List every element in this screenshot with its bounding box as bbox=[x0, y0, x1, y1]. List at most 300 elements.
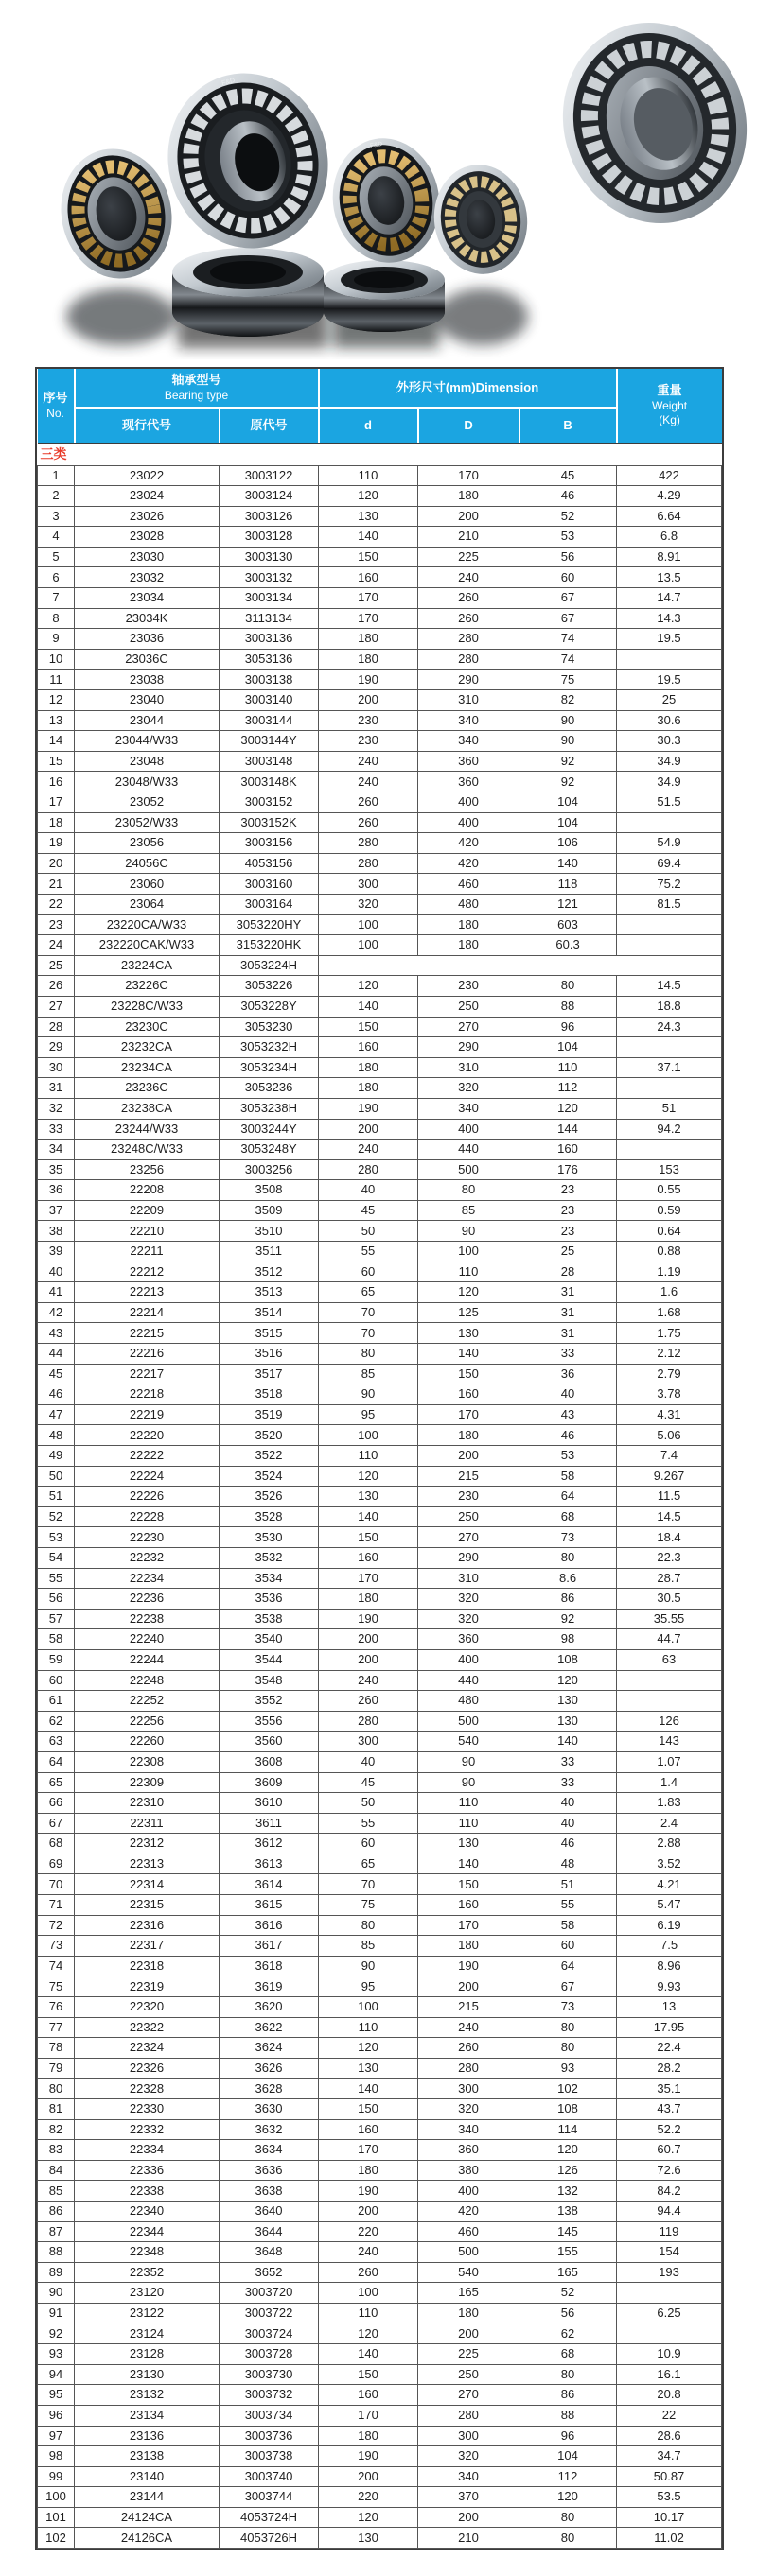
cell-original-code: 4053726H bbox=[220, 2528, 319, 2549]
cell-weight: 9.267 bbox=[617, 1466, 722, 1487]
cell-no: 86 bbox=[38, 2201, 75, 2221]
cell-original-code: 3003730 bbox=[220, 2364, 319, 2385]
cell-current-code: 23022 bbox=[75, 465, 220, 486]
cell-no: 64 bbox=[38, 1751, 75, 1772]
cell-current-code: 23138 bbox=[75, 2446, 220, 2467]
cell-d: 140 bbox=[319, 1506, 418, 1527]
cell-D: 180 bbox=[418, 486, 519, 507]
cell-B: 75 bbox=[519, 670, 617, 690]
cell-original-code: 3526 bbox=[220, 1487, 319, 1507]
cell-no: 11 bbox=[38, 670, 75, 690]
bearing-stack-left bbox=[172, 248, 324, 337]
cell-D: 440 bbox=[418, 1670, 519, 1691]
cell-original-code: 3053238H bbox=[220, 1098, 319, 1119]
cell-no: 10 bbox=[38, 649, 75, 670]
cell-no: 101 bbox=[38, 2507, 75, 2528]
table-row bbox=[38, 751, 722, 772]
cell-weight bbox=[617, 1078, 722, 1099]
col-header-bearing-type: 轴承型号 Bearing type bbox=[75, 369, 319, 408]
cell-weight: 126 bbox=[617, 1711, 722, 1732]
cell-current-code: 22332 bbox=[75, 2119, 220, 2140]
cell-d: 180 bbox=[319, 2426, 418, 2446]
table-row bbox=[38, 2528, 722, 2549]
cell-no: 39 bbox=[38, 1242, 75, 1262]
cell-d: 100 bbox=[319, 2283, 418, 2304]
cell-B: 56 bbox=[519, 547, 617, 567]
cell-D: 320 bbox=[418, 2099, 519, 2120]
cell-current-code: 23124 bbox=[75, 2324, 220, 2344]
cell-no: 100 bbox=[38, 2487, 75, 2508]
cell-D: 110 bbox=[418, 1262, 519, 1282]
cell-B: 120 bbox=[519, 2140, 617, 2161]
table-row bbox=[38, 1425, 722, 1446]
cell-no: 6 bbox=[38, 567, 75, 588]
cell-D: 200 bbox=[418, 1446, 519, 1467]
cell-original-code: 3628 bbox=[220, 2079, 319, 2099]
cell-D: 180 bbox=[418, 914, 519, 935]
cell-current-code: 22252 bbox=[75, 1691, 220, 1712]
cell-original-code: 3618 bbox=[220, 1956, 319, 1976]
cell-B: 40 bbox=[519, 1384, 617, 1405]
cell-current-code: 22211 bbox=[75, 1242, 220, 1262]
cell-B: 56 bbox=[519, 2303, 617, 2324]
cell-D: 130 bbox=[418, 1323, 519, 1344]
table-row bbox=[38, 914, 722, 935]
table-row bbox=[38, 1568, 722, 1589]
cell-weight: 94.4 bbox=[617, 2201, 722, 2221]
cell-original-code: 3560 bbox=[220, 1732, 319, 1752]
cell-D: 380 bbox=[418, 2160, 519, 2181]
cell-B: 106 bbox=[519, 833, 617, 854]
cell-d: 280 bbox=[319, 1711, 418, 1732]
cell-original-code: 3512 bbox=[220, 1262, 319, 1282]
cell-D: 400 bbox=[418, 1649, 519, 1670]
cell-weight: 1.19 bbox=[617, 1262, 722, 1282]
cell-original-code: 3616 bbox=[220, 1915, 319, 1936]
table-row bbox=[38, 1874, 722, 1895]
table-row bbox=[38, 1834, 722, 1854]
cell-weight: 37.1 bbox=[617, 1057, 722, 1078]
cell-original-code: 3544 bbox=[220, 1649, 319, 1670]
table-row bbox=[38, 1221, 722, 1242]
cell-B: 73 bbox=[519, 1997, 617, 2018]
cell-weight: 6.64 bbox=[617, 506, 722, 527]
cell-B: 92 bbox=[519, 772, 617, 792]
table-row bbox=[38, 2058, 722, 2079]
cell-weight bbox=[617, 2283, 722, 2304]
cell-d: 65 bbox=[319, 1282, 418, 1303]
table-row bbox=[38, 1180, 722, 1201]
cell-B: 40 bbox=[519, 1813, 617, 1834]
cell-current-code: 23224CA bbox=[75, 955, 220, 976]
cell-d: 150 bbox=[319, 2099, 418, 2120]
table-row bbox=[38, 1017, 722, 1037]
cell-D: 310 bbox=[418, 1057, 519, 1078]
table-row bbox=[38, 1711, 722, 1732]
cell-d: 260 bbox=[319, 812, 418, 833]
cell-weight: 34.9 bbox=[617, 772, 722, 792]
cell-B: 64 bbox=[519, 1956, 617, 1976]
cell-D: 200 bbox=[418, 506, 519, 527]
cell-current-code: 23220CA/W33 bbox=[75, 914, 220, 935]
cell-d: 240 bbox=[319, 751, 418, 772]
table-row bbox=[38, 465, 722, 486]
cell-current-code: 22326 bbox=[75, 2058, 220, 2079]
cell-current-code: 22238 bbox=[75, 1609, 220, 1629]
cell-current-code: 22214 bbox=[75, 1302, 220, 1323]
table-row bbox=[38, 1057, 722, 1078]
cell-D: 280 bbox=[418, 2405, 519, 2426]
cell-d: 240 bbox=[319, 2242, 418, 2263]
cell-no: 3 bbox=[38, 506, 75, 527]
cell-B: 58 bbox=[519, 1466, 617, 1487]
table-row bbox=[38, 1895, 722, 1916]
cell-B: 74 bbox=[519, 649, 617, 670]
cell-d: 130 bbox=[319, 2058, 418, 2079]
cell-weight bbox=[617, 649, 722, 670]
cell-no: 66 bbox=[38, 1793, 75, 1814]
cell-current-code: 23144 bbox=[75, 2487, 220, 2508]
cell-B: 52 bbox=[519, 2283, 617, 2304]
cell-weight: 51 bbox=[617, 1098, 722, 1119]
cell-d: 45 bbox=[319, 1772, 418, 1793]
table-row bbox=[38, 1242, 722, 1262]
cell-d: 180 bbox=[319, 1589, 418, 1610]
cell-current-code: 23028 bbox=[75, 527, 220, 548]
cell-weight: 0.59 bbox=[617, 1200, 722, 1221]
cell-no: 71 bbox=[38, 1895, 75, 1916]
table-row bbox=[38, 1527, 722, 1548]
table-row bbox=[38, 1302, 722, 1323]
cell-D: 360 bbox=[418, 1629, 519, 1650]
cell-B: 28 bbox=[519, 1262, 617, 1282]
cell-B: 120 bbox=[519, 2487, 617, 2508]
cell-original-code: 3053224H bbox=[220, 955, 319, 976]
cell-current-code: 22256 bbox=[75, 1711, 220, 1732]
cell-original-code: 3003744 bbox=[220, 2487, 319, 2508]
cell-weight: 2.12 bbox=[617, 1344, 722, 1365]
cell-no: 38 bbox=[38, 1221, 75, 1242]
cell-D: 340 bbox=[418, 731, 519, 752]
cell-current-code: 22244 bbox=[75, 1649, 220, 1670]
cell-no: 98 bbox=[38, 2446, 75, 2467]
cell-current-code: 24124CA bbox=[75, 2507, 220, 2528]
cell-no: 46 bbox=[38, 1384, 75, 1405]
cell-d: 170 bbox=[319, 2140, 418, 2161]
cell-d: 140 bbox=[319, 2344, 418, 2365]
cell-D: 250 bbox=[418, 1506, 519, 1527]
cell-D: 500 bbox=[418, 1159, 519, 1180]
cell-original-code: 3003148 bbox=[220, 751, 319, 772]
cell-current-code: 22352 bbox=[75, 2262, 220, 2283]
cell-d: 160 bbox=[319, 1037, 418, 1058]
cell-weight bbox=[617, 1140, 722, 1160]
cell-original-code: 3003132 bbox=[220, 567, 319, 588]
cell-d: 85 bbox=[319, 1364, 418, 1384]
cell-original-code: 3610 bbox=[220, 1793, 319, 1814]
cell-no: 27 bbox=[38, 996, 75, 1017]
cell-D: 460 bbox=[418, 2221, 519, 2242]
cell-current-code: 23136 bbox=[75, 2426, 220, 2446]
table-row bbox=[38, 2160, 722, 2181]
table-row bbox=[38, 1384, 722, 1405]
cell-B: 86 bbox=[519, 1589, 617, 1610]
cell-weight: 43.7 bbox=[617, 2099, 722, 2120]
cell-B: 132 bbox=[519, 2181, 617, 2202]
cell-B: 104 bbox=[519, 792, 617, 813]
cell-original-code: 3003124 bbox=[220, 486, 319, 507]
cell-d: 95 bbox=[319, 1404, 418, 1425]
table-row bbox=[38, 486, 722, 507]
cell-current-code: 23120 bbox=[75, 2283, 220, 2304]
cell-B: 88 bbox=[519, 2405, 617, 2426]
cell-no: 67 bbox=[38, 1813, 75, 1834]
cell-no: 68 bbox=[38, 1834, 75, 1854]
cell-D: 250 bbox=[418, 996, 519, 1017]
cell-original-code: 4053156 bbox=[220, 853, 319, 874]
table-row bbox=[38, 1670, 722, 1691]
cell-D: 280 bbox=[418, 649, 519, 670]
cell-D: 340 bbox=[418, 2466, 519, 2487]
cell-d: 230 bbox=[319, 731, 418, 752]
cell-no: 14 bbox=[38, 731, 75, 752]
cell-B: 145 bbox=[519, 2221, 617, 2242]
cell-d: 120 bbox=[319, 2507, 418, 2528]
cell-D: 270 bbox=[418, 1527, 519, 1548]
table-row bbox=[38, 1751, 722, 1772]
cell-current-code: 22219 bbox=[75, 1404, 220, 1425]
cell-original-code: 3528 bbox=[220, 1506, 319, 1527]
cell-D: 480 bbox=[418, 894, 519, 914]
cell-no: 102 bbox=[38, 2528, 75, 2549]
cell-D: 400 bbox=[418, 812, 519, 833]
cell-current-code: 23048 bbox=[75, 751, 220, 772]
cell-no: 18 bbox=[38, 812, 75, 833]
cell-weight: 119 bbox=[617, 2221, 722, 2242]
cell-weight: 4.29 bbox=[617, 486, 722, 507]
cell-no: 75 bbox=[38, 1976, 75, 1997]
cell-B: 67 bbox=[519, 588, 617, 609]
cell-current-code: 22317 bbox=[75, 1936, 220, 1957]
cell-D: 80 bbox=[418, 1180, 519, 1201]
table-row bbox=[38, 731, 722, 752]
table-row bbox=[38, 2242, 722, 2263]
cell-weight: 24.3 bbox=[617, 1017, 722, 1037]
col-header-no: 序号 No. bbox=[38, 369, 75, 444]
cell-d: 50 bbox=[319, 1793, 418, 1814]
cell-D: 290 bbox=[418, 1037, 519, 1058]
cell-current-code: 22311 bbox=[75, 1813, 220, 1834]
table-row bbox=[38, 1078, 722, 1099]
cell-B: 104 bbox=[519, 1037, 617, 1058]
cell-D: 420 bbox=[418, 2201, 519, 2221]
table-row bbox=[38, 1446, 722, 1467]
table-row bbox=[38, 2017, 722, 2038]
cell-original-code: 3630 bbox=[220, 2099, 319, 2120]
cell-weight: 84.2 bbox=[617, 2181, 722, 2202]
cell-no: 54 bbox=[38, 1547, 75, 1568]
cell-D: 170 bbox=[418, 1404, 519, 1425]
cell-current-code: 22218 bbox=[75, 1384, 220, 1405]
table-row bbox=[38, 629, 722, 650]
cell-no: 8 bbox=[38, 608, 75, 629]
cell-no: 74 bbox=[38, 1956, 75, 1976]
cell-weight: 11.5 bbox=[617, 1487, 722, 1507]
cell-original-code: 3518 bbox=[220, 1384, 319, 1405]
cell-B: 62 bbox=[519, 2324, 617, 2344]
col-header-D: D bbox=[418, 408, 519, 444]
table-row bbox=[38, 996, 722, 1017]
cell-d: 55 bbox=[319, 1242, 418, 1262]
cell-D: 225 bbox=[418, 2344, 519, 2365]
cell-B: 51 bbox=[519, 1874, 617, 1895]
cell-B: 90 bbox=[519, 710, 617, 731]
cell-no: 89 bbox=[38, 2262, 75, 2283]
cell-original-code: 3053226 bbox=[220, 976, 319, 997]
cell-weight: 6.8 bbox=[617, 527, 722, 548]
cell-B: 130 bbox=[519, 1691, 617, 1712]
cell-B: 46 bbox=[519, 486, 617, 507]
cell-original-code: 3003732 bbox=[220, 2385, 319, 2406]
cell-B: 138 bbox=[519, 2201, 617, 2221]
cell-no: 16 bbox=[38, 772, 75, 792]
spec-table-body bbox=[38, 444, 722, 2549]
cell-current-code: 23244/W33 bbox=[75, 1119, 220, 1140]
cell-d: 110 bbox=[319, 2017, 418, 2038]
cell-D: 90 bbox=[418, 1772, 519, 1793]
cell-current-code: 22315 bbox=[75, 1895, 220, 1916]
cell-B: 33 bbox=[519, 1344, 617, 1365]
cell-weight: 10.9 bbox=[617, 2344, 722, 2365]
cell-weight: 2.88 bbox=[617, 1834, 722, 1854]
cell-weight: 14.3 bbox=[617, 608, 722, 629]
cell-original-code: 3003722 bbox=[220, 2303, 319, 2324]
cell-d: 190 bbox=[319, 2446, 418, 2467]
cell-current-code: 23036C bbox=[75, 649, 220, 670]
cell-d: 140 bbox=[319, 527, 418, 548]
cell-weight: 34.9 bbox=[617, 751, 722, 772]
col-header-original-code: 原代号 bbox=[220, 408, 319, 444]
cell-current-code: 232220CAK/W33 bbox=[75, 935, 220, 956]
cell-d: 160 bbox=[319, 2385, 418, 2406]
table-row bbox=[38, 812, 722, 833]
cell-current-code: 23256 bbox=[75, 1159, 220, 1180]
cell-original-code: 3536 bbox=[220, 1589, 319, 1610]
table-row bbox=[38, 1976, 722, 1997]
cell-D: 170 bbox=[418, 1915, 519, 1936]
cell-B: 80 bbox=[519, 2507, 617, 2528]
cell-B: 43 bbox=[519, 1404, 617, 1425]
cell-no: 73 bbox=[38, 1936, 75, 1957]
cell-current-code: 22314 bbox=[75, 1874, 220, 1895]
cell-current-code: 22319 bbox=[75, 1976, 220, 1997]
cell-no: 82 bbox=[38, 2119, 75, 2140]
cell-current-code: 22222 bbox=[75, 1446, 220, 1467]
cell-weight: 17.95 bbox=[617, 2017, 722, 2038]
cell-d: 150 bbox=[319, 2364, 418, 2385]
cell-no: 44 bbox=[38, 1344, 75, 1365]
cell-no: 56 bbox=[38, 1589, 75, 1610]
cell-d: 70 bbox=[319, 1302, 418, 1323]
cell-B: 120 bbox=[519, 1670, 617, 1691]
cell-B: 176 bbox=[519, 1159, 617, 1180]
cell-original-code: 3053234H bbox=[220, 1057, 319, 1078]
cell-B: 92 bbox=[519, 751, 617, 772]
cell-D: 360 bbox=[418, 751, 519, 772]
cell-weight: 0.88 bbox=[617, 1242, 722, 1262]
cell-current-code: 23036 bbox=[75, 629, 220, 650]
table-row bbox=[38, 1364, 722, 1384]
cell-no: 2 bbox=[38, 486, 75, 507]
cell-d: 200 bbox=[319, 690, 418, 711]
cell-current-code: 23048/W33 bbox=[75, 772, 220, 792]
cell-d: 200 bbox=[319, 2466, 418, 2487]
cell-D: 110 bbox=[418, 1813, 519, 1834]
cell-current-code: 22318 bbox=[75, 1956, 220, 1976]
cell-weight: 50.87 bbox=[617, 2466, 722, 2487]
table-row bbox=[38, 649, 722, 670]
cell-current-code: 23030 bbox=[75, 547, 220, 567]
cell-current-code: 22316 bbox=[75, 1915, 220, 1936]
cell-D: 180 bbox=[418, 1425, 519, 1446]
cell-current-code: 22348 bbox=[75, 2242, 220, 2263]
cell-no: 84 bbox=[38, 2160, 75, 2181]
cell-current-code: 22312 bbox=[75, 1834, 220, 1854]
cell-current-code: 22226 bbox=[75, 1487, 220, 1507]
cell-original-code: 3626 bbox=[220, 2058, 319, 2079]
cell-original-code: 3053220HY bbox=[220, 914, 319, 935]
table-row bbox=[38, 1936, 722, 1957]
cell-original-code: 3514 bbox=[220, 1302, 319, 1323]
cell-no: 58 bbox=[38, 1629, 75, 1650]
cell-B: 45 bbox=[519, 465, 617, 486]
cell-D: 320 bbox=[418, 1078, 519, 1099]
cell-no: 49 bbox=[38, 1446, 75, 1467]
cell-D: 310 bbox=[418, 1568, 519, 1589]
cell-no: 80 bbox=[38, 2079, 75, 2099]
cell-current-code: 23228C/W33 bbox=[75, 996, 220, 1017]
cell-weight bbox=[617, 812, 722, 833]
cell-d: 40 bbox=[319, 1180, 418, 1201]
cell-d: 260 bbox=[319, 792, 418, 813]
cell-no: 42 bbox=[38, 1302, 75, 1323]
cell-d: 170 bbox=[319, 608, 418, 629]
cell-D: 230 bbox=[418, 976, 519, 997]
cell-no: 79 bbox=[38, 2058, 75, 2079]
table-row bbox=[38, 772, 722, 792]
cell-d: 75 bbox=[319, 1895, 418, 1916]
table-row bbox=[38, 2119, 722, 2140]
cell-original-code: 3003140 bbox=[220, 690, 319, 711]
cell-D: 230 bbox=[418, 1487, 519, 1507]
cell-no: 45 bbox=[38, 1364, 75, 1384]
cell-current-code: 24126CA bbox=[75, 2528, 220, 2549]
cell-original-code: 3003126 bbox=[220, 506, 319, 527]
cell-current-code: 22234 bbox=[75, 1568, 220, 1589]
cell-current-code: 23024 bbox=[75, 486, 220, 507]
cell-current-code: 22308 bbox=[75, 1751, 220, 1772]
col-header-weight: 重量 Weight (Kg) bbox=[617, 369, 722, 444]
cell-original-code: 3632 bbox=[220, 2119, 319, 2140]
cell-weight: 5.47 bbox=[617, 1895, 722, 1916]
cell-D: 200 bbox=[418, 2507, 519, 2528]
cell-D: 300 bbox=[418, 2426, 519, 2446]
cell-d: 180 bbox=[319, 1078, 418, 1099]
cell-original-code: 3532 bbox=[220, 1547, 319, 1568]
cell-d: 200 bbox=[319, 1119, 418, 1140]
cell-B: 110 bbox=[519, 1057, 617, 1078]
cell-no: 55 bbox=[38, 1568, 75, 1589]
